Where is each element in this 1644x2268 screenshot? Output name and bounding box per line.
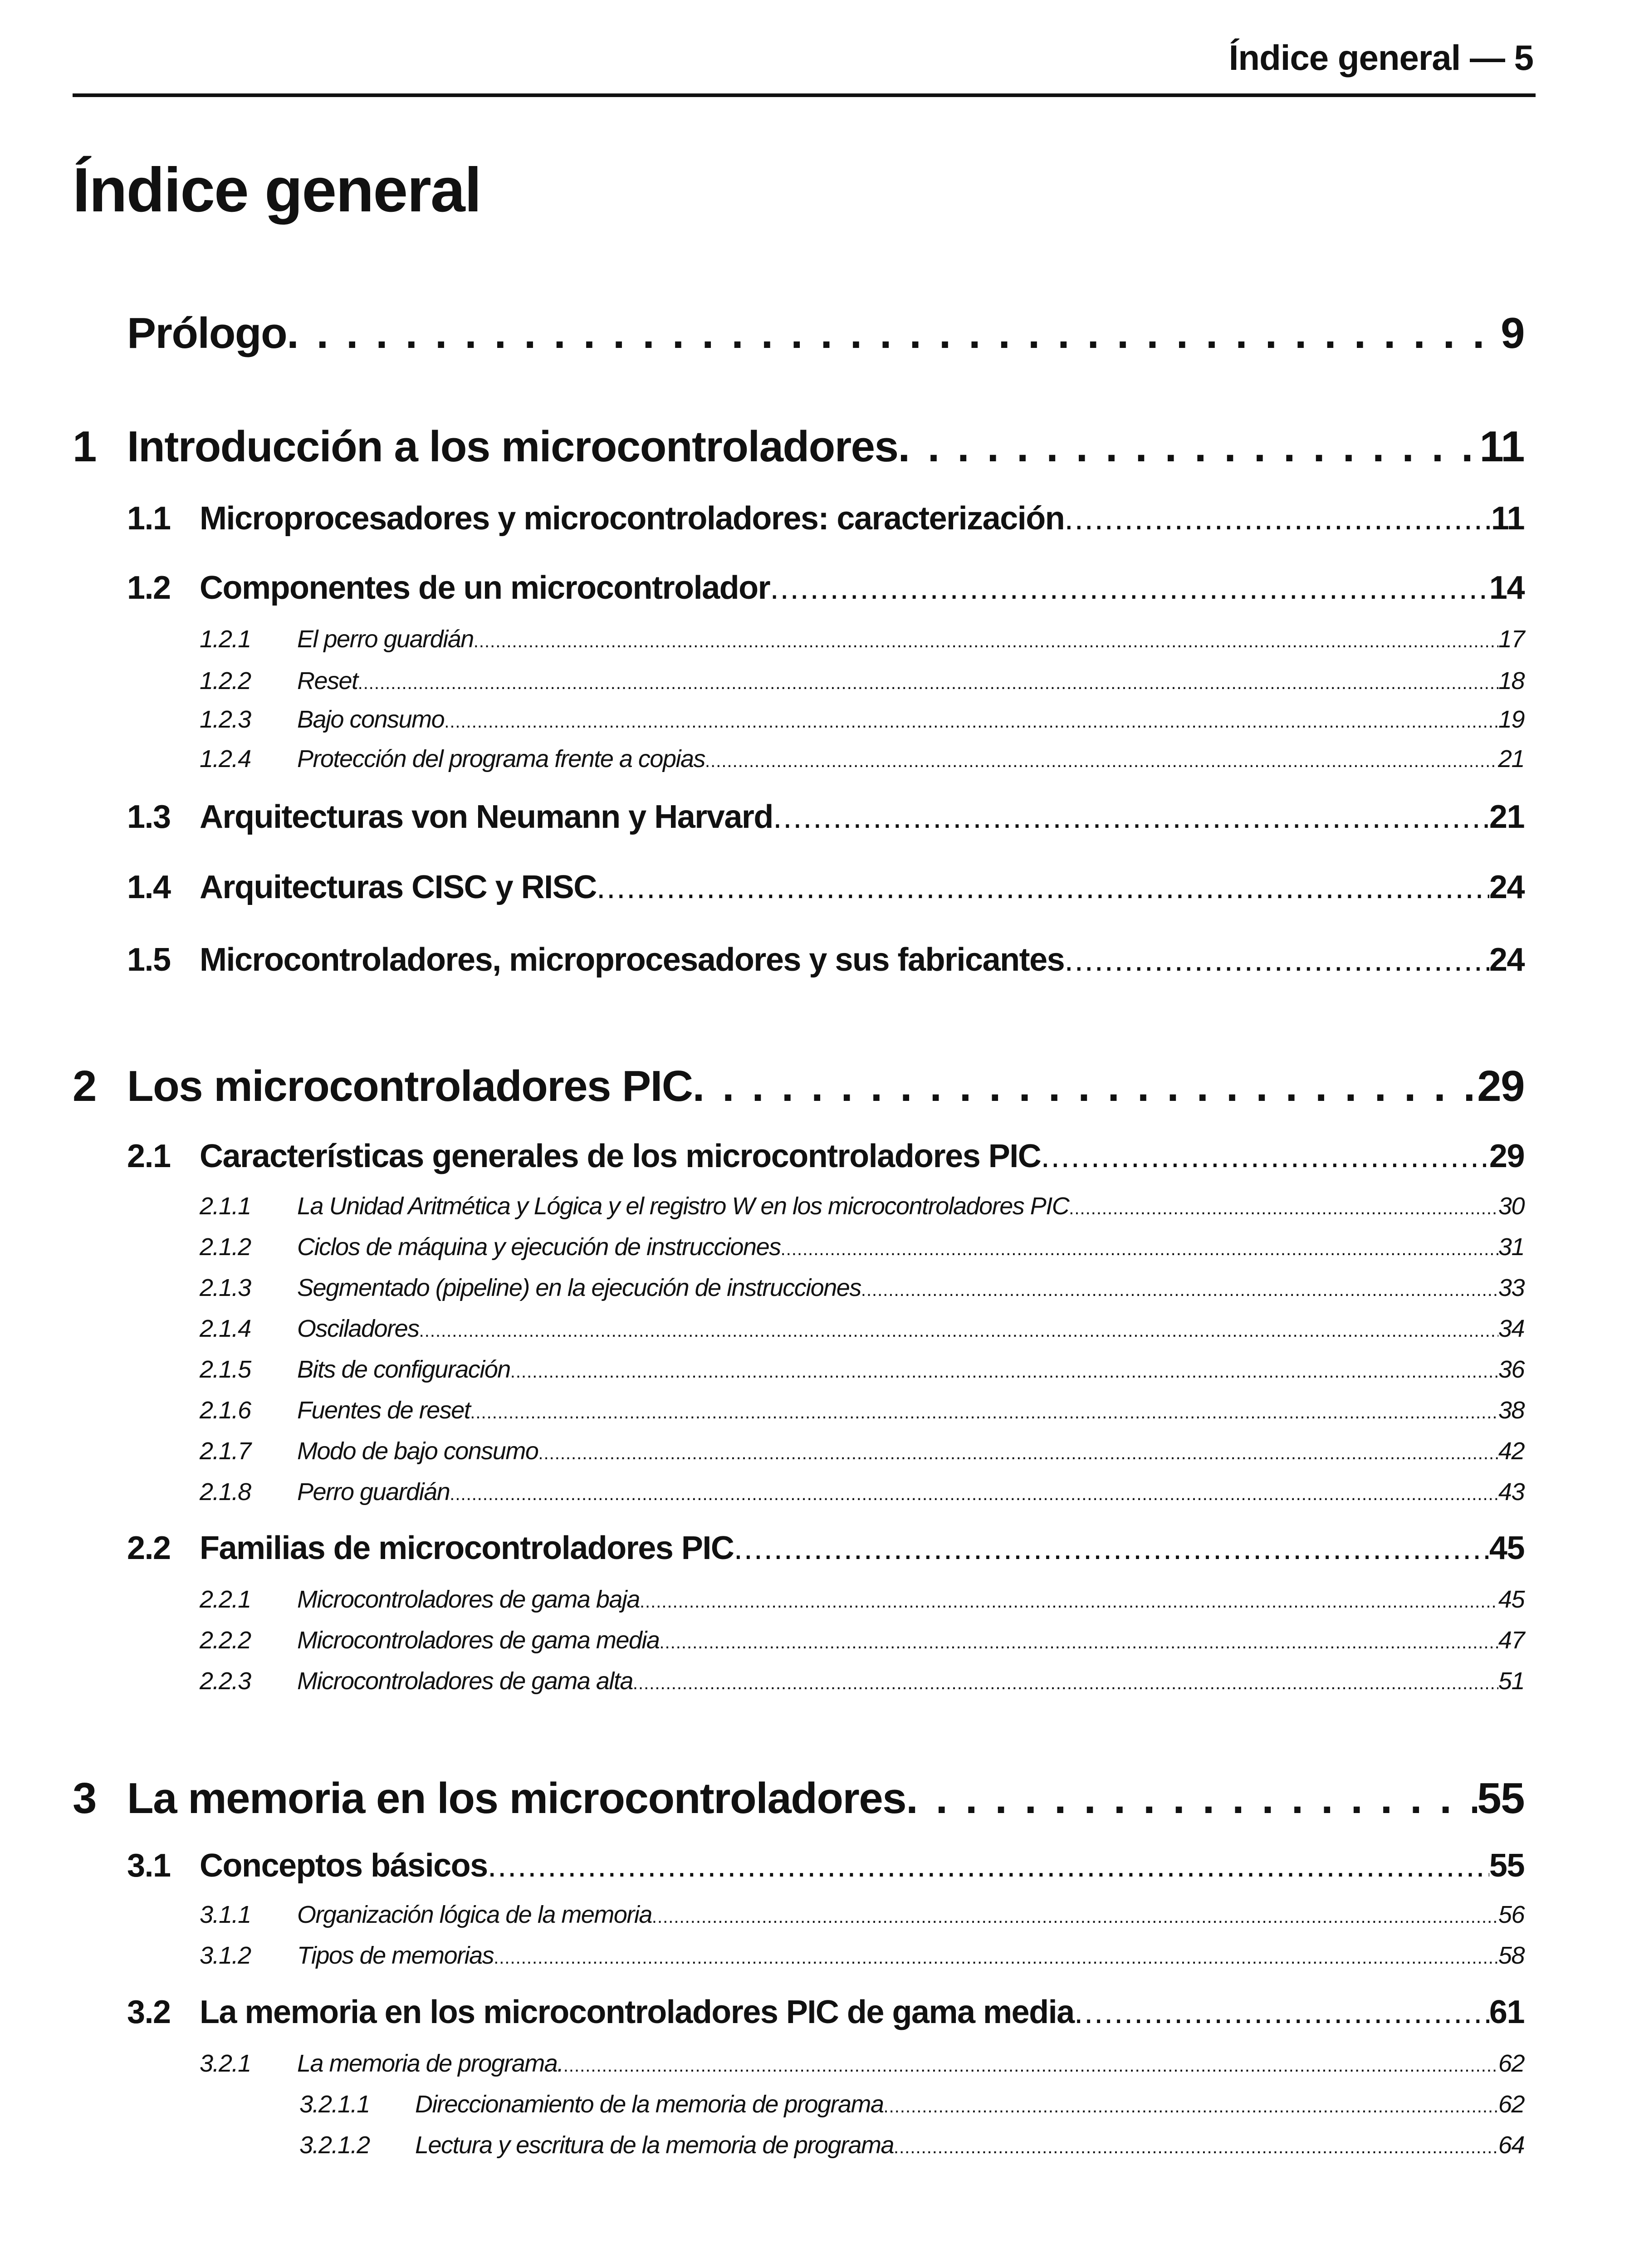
toc-title: Microcontroladores de gama baja xyxy=(297,1586,640,1613)
toc-number: 3.2 xyxy=(127,1994,171,2030)
toc-leader xyxy=(652,1901,1498,1929)
toc-number: 1.2.2 xyxy=(200,667,251,694)
toc-entry-2-1-8[interactable] xyxy=(200,1478,1524,1506)
toc-title: Modo de bajo consumo xyxy=(297,1437,538,1465)
toc-number: 1.3 xyxy=(127,799,171,835)
toc-title: La Unidad Aritmética y Lógica y el registro W en los microcontroladores PIC xyxy=(297,1193,1069,1220)
toc-number: 2.1.2 xyxy=(200,1233,251,1261)
toc-title: La memoria en los microcontroladores xyxy=(127,1774,906,1823)
toc-number: 1.2 xyxy=(127,570,171,606)
toc-number: 1 xyxy=(73,422,96,471)
toc-number: 3.1.1 xyxy=(200,1901,251,1928)
toc-number: 2.2.1 xyxy=(200,1586,251,1613)
toc-entry-2-1-4[interactable] xyxy=(200,1315,1524,1343)
toc-page: 18 xyxy=(1498,667,1524,694)
toc-leader xyxy=(563,2049,1498,2077)
toc-title: El perro guardián xyxy=(297,626,474,653)
toc-page: 34 xyxy=(1498,1315,1524,1342)
toc-title: Fuentes de reset xyxy=(297,1397,470,1424)
toc-leader xyxy=(1074,1994,1489,2031)
toc-page: 21 xyxy=(1498,745,1524,772)
toc-entry-2-1-2[interactable] xyxy=(200,1233,1524,1261)
toc-page: 9 xyxy=(1501,309,1524,357)
toc-page: 56 xyxy=(1498,1901,1524,1928)
toc-leader xyxy=(450,1478,1498,1506)
toc-title: Reset xyxy=(297,667,358,694)
toc-title: La memoria de programa. xyxy=(297,2050,563,2077)
toc-entry-1-3[interactable] xyxy=(127,798,1524,836)
toc-leader xyxy=(894,2131,1498,2159)
toc-number: 2.2.2 xyxy=(200,1627,251,1654)
toc-leader xyxy=(906,1774,1477,1823)
toc-number: 2.1 xyxy=(127,1138,171,1174)
toc-title: Bajo consumo xyxy=(297,706,445,733)
toc-title: Microcontroladores de gama alta xyxy=(297,1667,633,1695)
page-title: Índice general xyxy=(73,155,481,225)
toc-entry-3-2[interactable] xyxy=(127,1994,1524,2031)
toc-leader xyxy=(470,1396,1498,1424)
toc-leader xyxy=(287,308,1501,358)
toc-page: 55 xyxy=(1489,1848,1524,1884)
toc-leader xyxy=(510,1355,1498,1383)
toc-number: 1.5 xyxy=(127,942,171,978)
toc-title: Segmentado (pipeline) en la ejecución de instrucciones xyxy=(297,1274,861,1301)
toc-leader xyxy=(705,745,1498,773)
toc-leader xyxy=(884,2090,1498,2118)
toc-leader xyxy=(1064,500,1491,537)
toc-entry-3-1-1[interactable] xyxy=(200,1901,1524,1929)
toc-number: 1.1 xyxy=(127,500,171,537)
toc-title: Organización lógica de la memoria xyxy=(297,1901,652,1928)
toc-entry-2-1-5[interactable] xyxy=(200,1355,1524,1383)
toc-entry-1-2-4[interactable] xyxy=(200,745,1524,773)
toc-leader xyxy=(734,1530,1489,1567)
toc-title: Arquitecturas von Neumann y Harvard xyxy=(200,799,773,835)
toc-number: 1.2.3 xyxy=(200,706,251,733)
toc-leader xyxy=(659,1626,1498,1654)
toc-page: 17 xyxy=(1498,626,1524,653)
toc-entry-3-1-2[interactable] xyxy=(200,1941,1524,1970)
toc-entry-prologo[interactable] xyxy=(127,308,1524,358)
toc-number: 3 xyxy=(73,1774,96,1823)
toc-title: Características generales de los microcontroladores PIC xyxy=(200,1138,1041,1174)
toc-number: 3.2.1 xyxy=(200,2050,251,2077)
toc-entry-1-5[interactable] xyxy=(127,941,1524,978)
toc-entry-2-2[interactable] xyxy=(127,1530,1524,1567)
toc-leader xyxy=(1069,1192,1498,1220)
toc-entry-2-1-3[interactable] xyxy=(200,1274,1524,1302)
toc-leader xyxy=(773,798,1489,836)
toc-page: 36 xyxy=(1498,1356,1524,1383)
toc-page: 43 xyxy=(1498,1478,1524,1505)
toc-leader xyxy=(781,1233,1498,1261)
toc-page: 51 xyxy=(1498,1667,1524,1695)
toc-title: Arquitecturas CISC y RISC xyxy=(200,869,597,905)
toc-leader xyxy=(693,1061,1478,1111)
toc-title: Componentes de un microcontrolador xyxy=(200,570,770,606)
toc-page: 24 xyxy=(1489,869,1524,905)
toc-number: 2.2.3 xyxy=(200,1667,251,1695)
toc-page: 24 xyxy=(1489,942,1524,978)
toc-leader xyxy=(640,1585,1498,1613)
toc-entry-2-2-3[interactable] xyxy=(200,1667,1524,1695)
toc-page: 61 xyxy=(1489,1994,1524,2030)
toc-title: Protección del programa frente a copias xyxy=(297,745,705,772)
toc-entry-1-1[interactable] xyxy=(127,500,1524,537)
toc-title: Perro guardián xyxy=(297,1478,450,1505)
toc-leader xyxy=(358,667,1498,695)
toc-title: Familias de microcontroladores PIC xyxy=(200,1530,734,1566)
toc-page: 45 xyxy=(1489,1530,1524,1566)
running-head: Índice general — 5 xyxy=(1228,38,1533,78)
toc-page: 38 xyxy=(1498,1397,1524,1424)
toc-number: 2.1.8 xyxy=(200,1478,251,1505)
toc-number: 1.4 xyxy=(127,869,171,905)
toc-leader xyxy=(1041,1138,1489,1175)
toc-entry-3-2-1[interactable] xyxy=(200,2049,1524,2077)
toc-number: 2.1.5 xyxy=(200,1356,251,1383)
toc-title: Microprocesadores y microcontroladores: caracterización xyxy=(200,500,1065,537)
toc-page: 11 xyxy=(1479,422,1524,471)
toc-page: 11 xyxy=(1491,500,1524,537)
toc-title: Tipos de memorias xyxy=(297,1942,494,1969)
toc-number: 1.2.4 xyxy=(200,745,251,772)
toc-number: 3.2.1.1 xyxy=(299,2091,370,2118)
toc-number: 2.1.3 xyxy=(200,1274,251,1301)
toc-title: Bits de configuración xyxy=(297,1356,510,1383)
toc-entry-3-2-1-2[interactable] xyxy=(299,2131,1524,2159)
toc-number: 3.1 xyxy=(127,1848,171,1884)
toc-title: La memoria en los microcontroladores PIC de gama media xyxy=(200,1994,1074,2030)
toc-entry-2-1-7[interactable] xyxy=(200,1437,1524,1465)
toc-entry-2-2-1[interactable] xyxy=(200,1585,1524,1613)
toc-title: Conceptos básicos xyxy=(200,1848,488,1884)
header-rule xyxy=(73,93,1536,97)
toc-entry-2-1[interactable] xyxy=(127,1138,1524,1175)
toc-entry-3-1[interactable] xyxy=(127,1847,1524,1884)
toc-page: 45 xyxy=(1498,1586,1524,1613)
toc-number: 2.1.4 xyxy=(200,1315,251,1342)
toc-leader xyxy=(474,625,1498,653)
toc-leader xyxy=(898,422,1479,472)
toc-number: 2.2 xyxy=(127,1530,171,1566)
toc-page: 62 xyxy=(1498,2091,1524,2118)
toc-entry-1-2-1[interactable] xyxy=(200,625,1524,653)
toc-page: 29 xyxy=(1477,1062,1524,1110)
toc-entry-2-1-1[interactable] xyxy=(200,1192,1524,1220)
toc-leader xyxy=(861,1274,1498,1302)
toc-leader xyxy=(633,1667,1498,1695)
toc-title: Microcontroladores, microprocesadores y sus fabricantes xyxy=(200,942,1065,978)
toc-number: 2 xyxy=(73,1062,96,1110)
toc-entry-1-2-2[interactable] xyxy=(200,667,1524,695)
toc-number: 2.1.7 xyxy=(200,1437,251,1465)
toc-page: 30 xyxy=(1498,1193,1524,1220)
toc-leader xyxy=(597,869,1489,906)
toc-title: Lectura y escritura de la memoria de programa xyxy=(415,2131,894,2159)
toc-leader xyxy=(444,705,1498,733)
toc-title: Los microcontroladores PIC xyxy=(127,1062,693,1110)
toc-title: Prólogo xyxy=(127,309,287,357)
toc-title: Osciladores xyxy=(297,1315,419,1342)
toc-leader xyxy=(488,1847,1489,1884)
toc-number: 1.2.1 xyxy=(200,626,251,653)
toc-entry-2-2-2[interactable] xyxy=(200,1626,1524,1654)
toc-number: 2.1.1 xyxy=(200,1193,251,1220)
toc-page: 64 xyxy=(1498,2131,1524,2159)
toc-page: 14 xyxy=(1489,570,1524,606)
toc-number: 3.1.2 xyxy=(200,1942,251,1969)
toc-number: 2.1.6 xyxy=(200,1397,251,1424)
toc-entry-1-2-3[interactable] xyxy=(200,705,1524,733)
toc-entry-2-1-6[interactable] xyxy=(200,1396,1524,1424)
toc-title: Microcontroladores de gama media xyxy=(297,1627,660,1654)
toc-page: 42 xyxy=(1498,1437,1524,1465)
toc-entry-chapter-1[interactable] xyxy=(73,422,1524,472)
toc-leader xyxy=(1064,941,1489,978)
toc-page: 21 xyxy=(1489,799,1524,835)
toc-leader xyxy=(770,569,1489,606)
toc-page: 58 xyxy=(1498,1942,1524,1969)
toc-page: 31 xyxy=(1498,1233,1524,1261)
toc-entry-1-4[interactable] xyxy=(127,869,1524,906)
toc-title: Introducción a los microcontroladores xyxy=(127,422,898,471)
toc-leader xyxy=(538,1437,1498,1465)
toc-entry-3-2-1-1[interactable] xyxy=(299,2090,1524,2118)
toc-page: 62 xyxy=(1498,2050,1524,2077)
toc-leader xyxy=(419,1315,1498,1343)
toc-entry-1-2[interactable] xyxy=(127,569,1524,606)
toc-title: Ciclos de máquina y ejecución de instrucciones xyxy=(297,1233,781,1261)
toc-entry-chapter-2[interactable] xyxy=(73,1061,1524,1111)
toc-page: 47 xyxy=(1498,1627,1524,1654)
toc-page: 29 xyxy=(1489,1138,1524,1174)
toc-leader xyxy=(494,1941,1498,1970)
toc-page: 33 xyxy=(1498,1274,1524,1301)
toc-page: 19 xyxy=(1498,706,1524,733)
toc-title: Direccionamiento de la memoria de programa xyxy=(415,2091,884,2118)
toc-page: 55 xyxy=(1477,1774,1524,1823)
toc-number: 3.2.1.2 xyxy=(299,2131,370,2159)
toc-entry-chapter-3[interactable] xyxy=(73,1774,1524,1823)
